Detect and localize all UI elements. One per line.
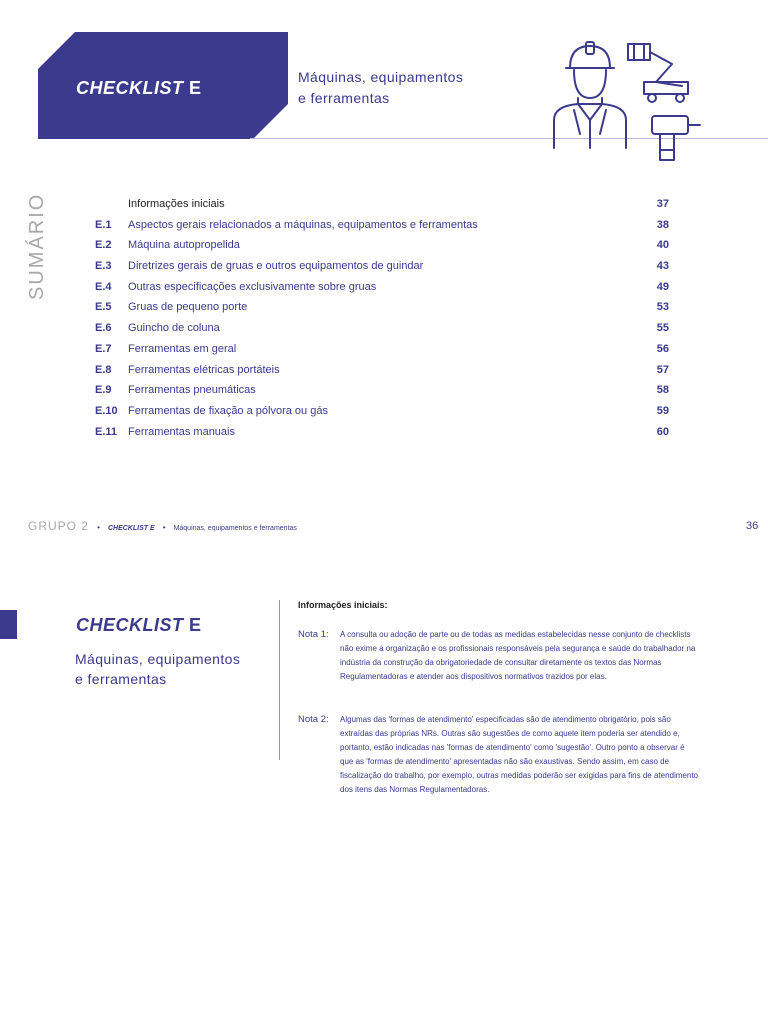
info-heading: Informações iniciais:: [298, 600, 388, 610]
note-block: [298, 713, 698, 797]
toc-item[interactable]: E.7 Ferramentas em geral 56: [95, 342, 669, 355]
section-subtitle: Máquinas, equipamentos e ferramentas: [75, 651, 241, 687]
page-footer: [28, 519, 297, 533]
toc-item[interactable]: E.3 Diretrizes gerais de gruas e outros equipamentos de guindar 43: [95, 260, 669, 273]
vertical-divider: [279, 600, 280, 760]
toc-item[interactable]: E.9 Ferramentas pneumáticas 58: [95, 384, 669, 397]
note-label: Nota 2:: [298, 714, 329, 725]
power-drill-icon: [652, 116, 700, 160]
note-block: [298, 628, 698, 684]
table-of-contents: [95, 198, 675, 446]
banner-subtitle: Máquinas, equipamentos e ferramentas: [298, 69, 464, 106]
footer-group: GRUPO 2: [28, 519, 90, 533]
toc-item[interactable]: E.5 Gruas de pequeno porte 53: [95, 301, 669, 314]
header-illustration: [548, 38, 708, 166]
toc-item[interactable]: E.8 Ferramentas elétricas portáteis 57: [95, 363, 669, 376]
footer-separator: •: [162, 523, 166, 532]
note-text: Algumas das 'formas de atendimento' especificadas são de atendimento obrigatório, pois são extraídas das próprias NRs. Outras são sugestões de como aquele item poderia ser atendido e, portanto, estão indicadas nas 'formas de atendimento' como 'sugestão'. Outro ponto a observar é que as 'formas de atendimento' apresentadas não são exaustivas. Sendo assim, em caso de fiscalização do trabalho, por exemplo, outras medidas poderão ser exigidas para fins de atendimento dos itens das Normas Regulamentadoras.: [340, 715, 698, 794]
toc-item[interactable]: E.4 Outras especificações exclusivamente sobre gruas 49: [95, 280, 669, 293]
toc-item[interactable]: E.11 Ferramentas manuais 60: [95, 425, 669, 438]
toc-item[interactable]: E.1 Aspectos gerais relacionados a máquinas, equipamentos e ferramentas 38: [95, 218, 669, 231]
footer-checklist: CHECKLIST E: [107, 525, 155, 532]
page-number: 36: [746, 520, 759, 532]
toc-item[interactable]: E.2 Máquina autopropelida 40: [95, 239, 669, 252]
toc-item[interactable]: E.6 Guincho de coluna 55: [95, 322, 669, 335]
note-text: A consulta ou adoção de parte ou de todas as medidas estabelecidas nesse conjunto de checklists não exime a organização e os profissionais responsáveis pela segurança e saúde do trabalhador na indústria da construção da obrigatoriedade de consultar diretamente os textos das Normas Regulamentadoras e atender aos dispositivos normativos trazidos por elas.: [340, 630, 696, 681]
footer-subtitle: Máquinas, equipamentos e ferramentas: [173, 525, 297, 532]
summary-label: SUMÁRIO: [26, 192, 48, 300]
aerial-lift-icon: [628, 44, 688, 102]
note-label: Nota 1:: [298, 629, 329, 640]
toc-item[interactable]: Informações iniciais 37: [128, 198, 669, 210]
footer-separator: •: [97, 523, 100, 532]
toc-item[interactable]: E.10 Ferramentas de fixação a pólvora ou gás 59: [95, 404, 669, 417]
banner-title: CHECKLIST E: [76, 78, 202, 98]
side-tab-marker: [0, 610, 17, 639]
section-title: CHECKLIST E: [76, 615, 202, 635]
worker-helmet-icon: [554, 42, 626, 148]
